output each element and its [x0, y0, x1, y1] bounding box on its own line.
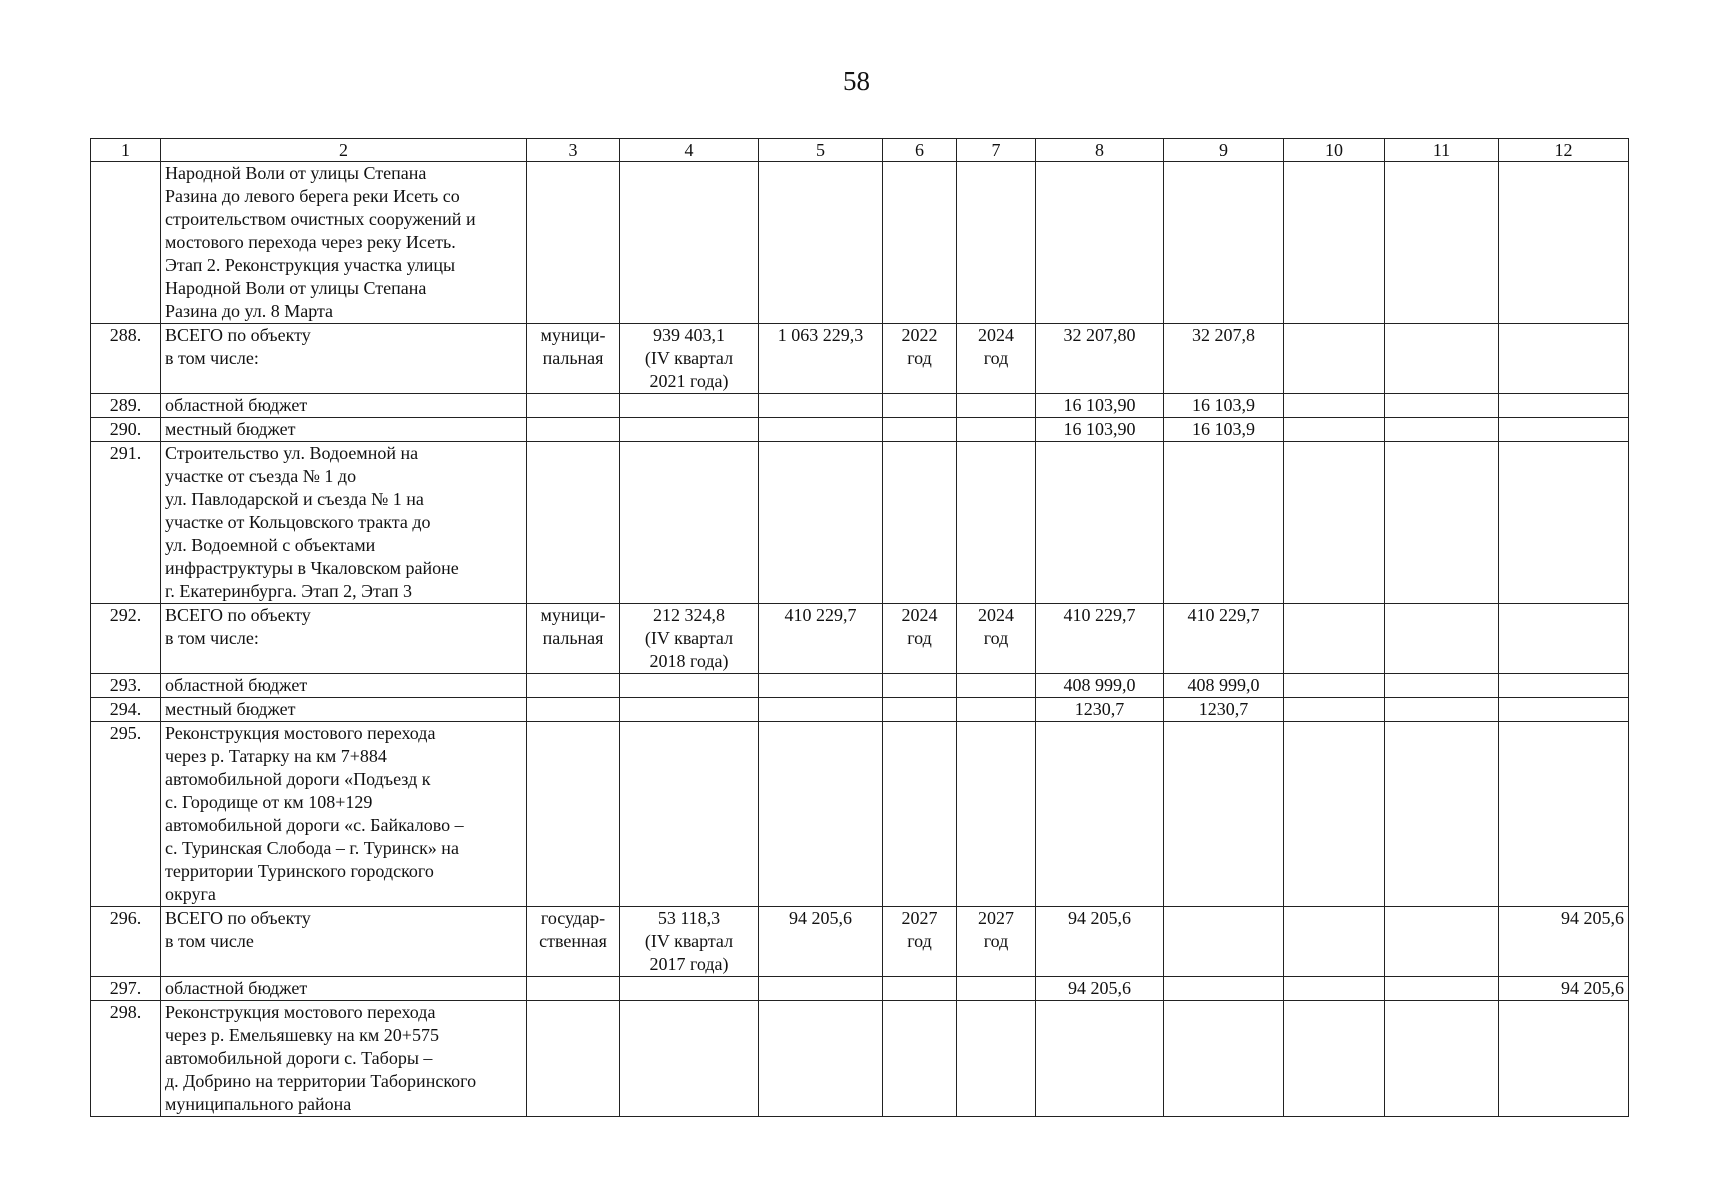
header-col-4: 4: [620, 139, 759, 162]
header-col-12: 12: [1499, 139, 1629, 162]
row-owner: [527, 722, 620, 907]
row-cost-estimate: 212 324,8 (IV квартал 2018 года): [620, 604, 759, 674]
row-owner: [527, 977, 620, 1001]
row-col-11: [1385, 418, 1499, 442]
row-col-12: [1499, 674, 1629, 698]
row-cost-estimate: [620, 674, 759, 698]
row-col-10: [1284, 977, 1385, 1001]
row-cost: [759, 394, 883, 418]
row-col-12: 94 205,6: [1499, 907, 1629, 977]
row-start-year: 2027 год: [883, 907, 957, 977]
row-col-12: [1499, 698, 1629, 722]
row-owner: [527, 418, 620, 442]
table-row: [91, 162, 1629, 324]
row-col-9: [1164, 722, 1284, 907]
row-start-year: [883, 162, 957, 324]
row-col-10: [1284, 907, 1385, 977]
table-row: [91, 394, 1629, 418]
row-name: ВСЕГО по объекту в том числе: [161, 907, 527, 977]
row-col-11: [1385, 604, 1499, 674]
row-cost-estimate: [620, 442, 759, 604]
row-name: ВСЕГО по объекту в том числе:: [161, 604, 527, 674]
row-start-year: 2022 год: [883, 324, 957, 394]
page-number: 58: [843, 66, 870, 96]
row-col-9: 16 103,9: [1164, 394, 1284, 418]
row-owner: [527, 1001, 620, 1117]
row-col-11: [1385, 722, 1499, 907]
row-col-11: [1385, 162, 1499, 324]
row-end-year: 2024 год: [957, 604, 1036, 674]
row-col-12: [1499, 394, 1629, 418]
row-col-8: 408 999,0: [1036, 674, 1164, 698]
table-row: [91, 698, 1629, 722]
row-start-year: [883, 442, 957, 604]
row-number: 297.: [91, 977, 161, 1001]
row-number: 296.: [91, 907, 161, 977]
row-col-10: [1284, 1001, 1385, 1117]
row-name: Строительство ул. Водоемной на участке от съезда № 1 до ул. Павлодарской и съезда № 1 на участке от Кольцовского тракта до ул. Водоемной с объектами инфраструктуры в Чкаловском районе г. Екатеринбурга. Этап 2, Этап 3: [161, 442, 527, 604]
row-col-8: 16 103,90: [1036, 418, 1164, 442]
row-col-9: 32 207,8: [1164, 324, 1284, 394]
table-row: [91, 977, 1629, 1001]
row-number: 288.: [91, 324, 161, 394]
row-cost-estimate: 53 118,3 (IV квартал 2017 года): [620, 907, 759, 977]
row-name: областной бюджет: [161, 394, 527, 418]
row-col-8: 94 205,6: [1036, 977, 1164, 1001]
row-col-9: [1164, 977, 1284, 1001]
row-col-10: [1284, 324, 1385, 394]
table-row: [91, 1001, 1629, 1117]
row-name: областной бюджет: [161, 674, 527, 698]
row-col-12: [1499, 722, 1629, 907]
row-end-year: [957, 418, 1036, 442]
row-cost-estimate: [620, 977, 759, 1001]
table-row: [91, 418, 1629, 442]
row-col-11: [1385, 1001, 1499, 1117]
table-row: [91, 324, 1629, 394]
row-number: 291.: [91, 442, 161, 604]
row-col-9: [1164, 442, 1284, 604]
row-number: 289.: [91, 394, 161, 418]
row-name: местный бюджет: [161, 698, 527, 722]
row-col-11: [1385, 977, 1499, 1001]
row-col-12: [1499, 1001, 1629, 1117]
row-cost: [759, 698, 883, 722]
row-cost: [759, 977, 883, 1001]
row-name: Реконструкция мостового перехода через р. Татарку на км 7+884 автомобильной дороги «Подъезд к с. Городище от км 108+129 автомобильной дороги «с. Байкалово – с. Туринская Слобода – г. Туринск» на территории Туринского городского округа: [161, 722, 527, 907]
row-owner: [527, 442, 620, 604]
row-end-year: 2024 год: [957, 324, 1036, 394]
row-col-10: [1284, 604, 1385, 674]
row-col-11: [1385, 698, 1499, 722]
row-end-year: [957, 674, 1036, 698]
row-col-12: [1499, 324, 1629, 394]
row-owner: [527, 674, 620, 698]
row-col-9: 408 999,0: [1164, 674, 1284, 698]
row-col-11: [1385, 907, 1499, 977]
row-number: 290.: [91, 418, 161, 442]
table-body: [91, 162, 1629, 1117]
row-col-9: [1164, 907, 1284, 977]
row-start-year: [883, 722, 957, 907]
row-owner: муници- пальная: [527, 324, 620, 394]
row-col-9: 16 103,9: [1164, 418, 1284, 442]
header-col-11: 11: [1385, 139, 1499, 162]
row-start-year: 2024 год: [883, 604, 957, 674]
row-owner: [527, 698, 620, 722]
row-end-year: [957, 394, 1036, 418]
row-col-9: 410 229,7: [1164, 604, 1284, 674]
row-cost-estimate: [620, 698, 759, 722]
header-row: [91, 139, 1629, 162]
row-owner: государ- ственная: [527, 907, 620, 977]
row-col-8: 16 103,90: [1036, 394, 1164, 418]
row-cost-estimate: [620, 1001, 759, 1117]
row-col-8: 32 207,80: [1036, 324, 1164, 394]
table-row: [91, 442, 1629, 604]
row-col-8: [1036, 442, 1164, 604]
row-end-year: [957, 722, 1036, 907]
row-col-10: [1284, 698, 1385, 722]
row-cost: 94 205,6: [759, 907, 883, 977]
row-number: 298.: [91, 1001, 161, 1117]
row-cost: 1 063 229,3: [759, 324, 883, 394]
row-col-10: [1284, 162, 1385, 324]
row-col-9: 1230,7: [1164, 698, 1284, 722]
row-start-year: [883, 418, 957, 442]
table-row: [91, 604, 1629, 674]
header-col-3: 3: [527, 139, 620, 162]
row-cost: [759, 162, 883, 324]
row-owner: [527, 394, 620, 418]
row-col-12: [1499, 418, 1629, 442]
row-col-8: 410 229,7: [1036, 604, 1164, 674]
row-start-year: [883, 977, 957, 1001]
row-cost-estimate: [620, 394, 759, 418]
row-end-year: [957, 442, 1036, 604]
row-number: 293.: [91, 674, 161, 698]
row-end-year: 2027 год: [957, 907, 1036, 977]
row-col-12: [1499, 162, 1629, 324]
header-col-6: 6: [883, 139, 957, 162]
row-col-12: [1499, 604, 1629, 674]
row-col-10: [1284, 394, 1385, 418]
row-col-8: [1036, 162, 1164, 324]
row-col-12: [1499, 442, 1629, 604]
row-number: 295.: [91, 722, 161, 907]
row-col-8: 1230,7: [1036, 698, 1164, 722]
row-col-12: 94 205,6: [1499, 977, 1629, 1001]
row-cost-estimate: 939 403,1 (IV квартал 2021 года): [620, 324, 759, 394]
row-col-11: [1385, 674, 1499, 698]
row-cost: [759, 674, 883, 698]
row-col-9: [1164, 1001, 1284, 1117]
row-end-year: [957, 1001, 1036, 1117]
row-end-year: [957, 698, 1036, 722]
row-cost: [759, 722, 883, 907]
row-col-10: [1284, 722, 1385, 907]
table-row: [91, 907, 1629, 977]
row-name: областной бюджет: [161, 977, 527, 1001]
row-col-10: [1284, 674, 1385, 698]
row-col-10: [1284, 442, 1385, 604]
row-col-11: [1385, 324, 1499, 394]
row-cost-estimate: [620, 418, 759, 442]
header-col-9: 9: [1164, 139, 1284, 162]
header-col-2: 2: [161, 139, 527, 162]
header-col-5: 5: [759, 139, 883, 162]
row-col-11: [1385, 394, 1499, 418]
row-number: [91, 162, 161, 324]
row-name: Народной Воли от улицы Степана Разина до левого берега реки Исеть со строительством очистных сооружений и мостового перехода через реку Исеть. Этап 2. Реконструкция участка улицы Народной Воли от улицы Степана Разина до ул. 8 Марта: [161, 162, 527, 324]
row-end-year: [957, 977, 1036, 1001]
header-col-8: 8: [1036, 139, 1164, 162]
row-col-8: 94 205,6: [1036, 907, 1164, 977]
row-col-11: [1385, 442, 1499, 604]
row-number: 292.: [91, 604, 161, 674]
row-col-8: [1036, 722, 1164, 907]
row-name: ВСЕГО по объекту в том числе:: [161, 324, 527, 394]
table-row: [91, 674, 1629, 698]
row-name: Реконструкция мостового перехода через р. Емельяшевку на км 20+575 автомобильной дороги с. Таборы – д. Добрино на территории Таборинского муниципального района: [161, 1001, 527, 1117]
header-col-10: 10: [1284, 139, 1385, 162]
row-cost-estimate: [620, 722, 759, 907]
row-start-year: [883, 1001, 957, 1117]
table-row: [91, 722, 1629, 907]
row-owner: [527, 162, 620, 324]
row-col-10: [1284, 418, 1385, 442]
header-col-7: 7: [957, 139, 1036, 162]
row-start-year: [883, 674, 957, 698]
row-col-8: [1036, 1001, 1164, 1117]
row-name: местный бюджет: [161, 418, 527, 442]
row-start-year: [883, 698, 957, 722]
row-cost: 410 229,7: [759, 604, 883, 674]
row-end-year: [957, 162, 1036, 324]
row-cost: [759, 1001, 883, 1117]
row-cost: [759, 442, 883, 604]
row-owner: муници- пальная: [527, 604, 620, 674]
row-start-year: [883, 394, 957, 418]
investment-table: [90, 138, 1629, 1117]
row-cost-estimate: [620, 162, 759, 324]
row-number: 294.: [91, 698, 161, 722]
row-col-9: [1164, 162, 1284, 324]
header-col-1: 1: [91, 139, 161, 162]
row-cost: [759, 418, 883, 442]
